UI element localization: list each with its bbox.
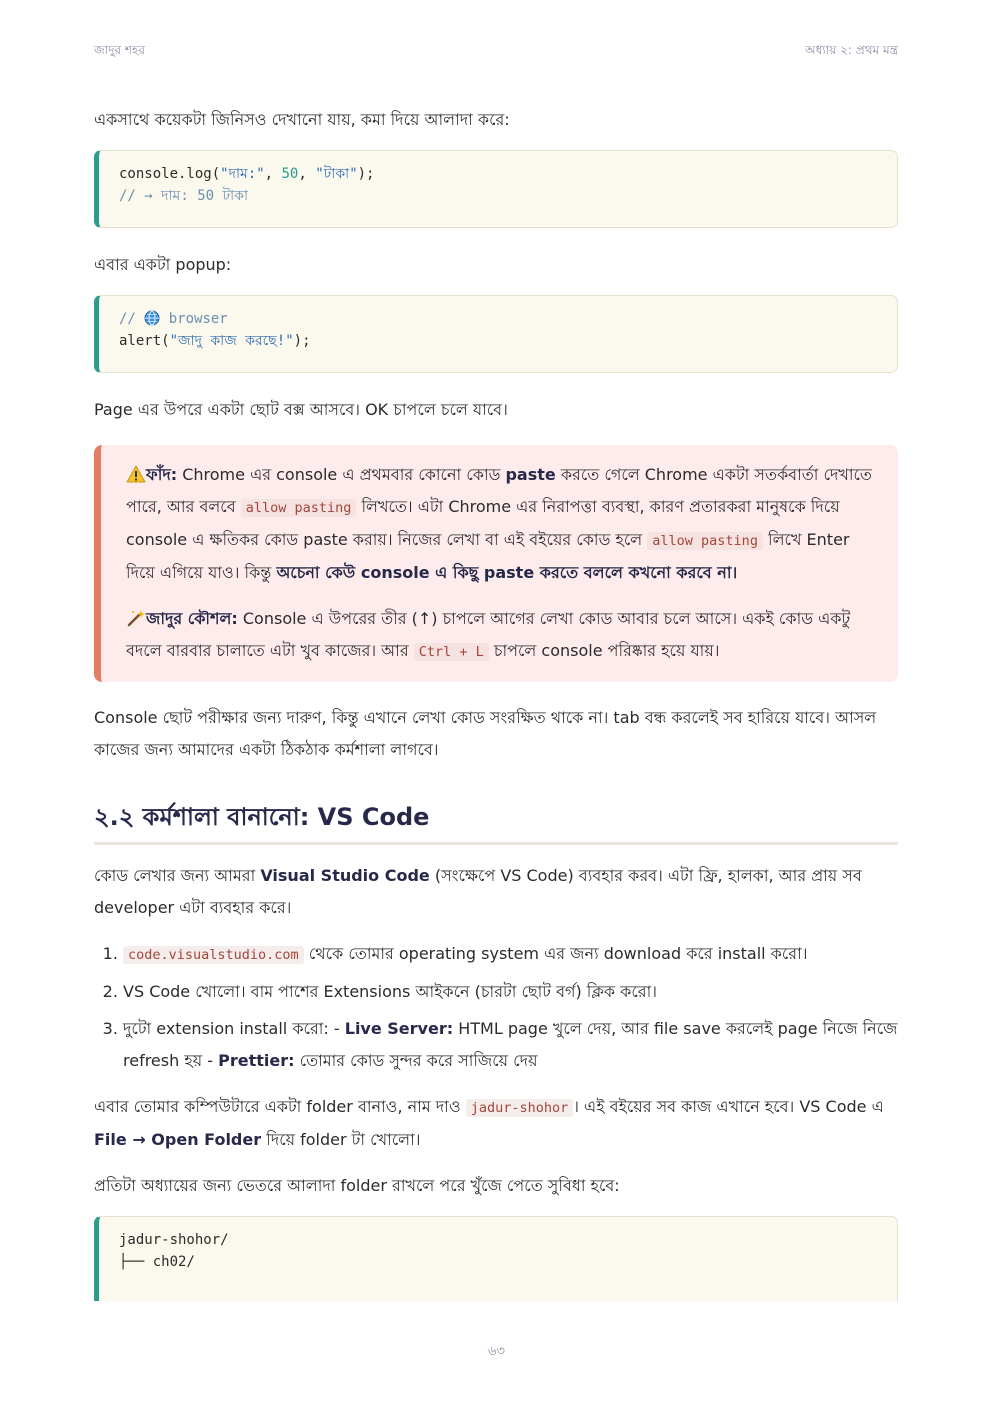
bold-text: File → Open Folder [94,1130,262,1149]
inline-code: jadur-shohor [466,1099,574,1117]
text: (সংক্ষেপে VS Code) ব্যবহার করব। এটা ফ্রি, হালকা, আর প্রায় সব developer এটা ব্যবহার করে। [94,866,862,917]
running-header [94,42,898,60]
text: কোড লেখার জন্য আমরা [94,866,261,885]
callout-warning [126,459,874,589]
code-end: ); [357,166,375,182]
chapter-title: অধ্যায় ২: প্রথম মন্ত্র [805,43,898,57]
bold-text: Prettier: [218,1051,295,1070]
warning-bold: অচেনা কেউ console এ কিছু paste করতে বললে কখনো করবে না। [276,563,738,582]
inline-code: allow pasting [647,532,763,550]
code-number: 50 [281,166,299,182]
code-end: ); [293,333,311,349]
inline-code: allow pasting [241,499,357,517]
code-block-alert [94,295,898,373]
magic-wand-icon [126,603,146,635]
list-item [123,938,898,971]
vscode-url: code.visualstudio.com [123,946,304,964]
list-item [123,976,898,1008]
list-item [123,1013,898,1077]
warning-text: করতে গেলে Chrome একটা সতর্কবার্তা দেখাতে পারে, আর বলবে [126,465,872,516]
code-sep: , [298,166,316,182]
paragraph-chapters: প্রতিটা অধ্যায়ের জন্য ভেতরে আলাদা folder রাখলে পরে খুঁজে পেতে সুবিধা হবে: [94,1176,620,1195]
inline-code: Ctrl + L [414,643,489,661]
comment-text: browser [160,311,228,327]
warning-title: ফাঁদ: [146,465,178,484]
book-title: জাদুর শহর [94,43,145,57]
warning-text: Chrome এর console এ প্রথমবার কোনো কোড [177,465,506,484]
text: দুটো extension install করো: - [123,1019,345,1038]
code-comment: // → দাম: 50 টাকা [119,188,249,204]
code-block-folder-tree [94,1216,898,1301]
paragraph-popup-desc: Page এর উপরে একটা ছোট বক্স আসবে। OK চাপলে চলে যাবে। [94,400,508,419]
tree-line: jadur-shohor/ [119,1232,229,1248]
tip-title: জাদুর কৌশল: [146,609,238,628]
callout-tip [126,603,874,668]
paragraph-popup-intro: এবার একটা popup: [94,255,232,274]
warning-text: লিখে Enter দিয়ে এগিয়ে যাও। কিন্তু [126,530,850,582]
paragraph-console-limits: Console ছোট পরীক্ষার জন্য দারুণ, কিন্তু এখানে লেখা কোড সংরক্ষিত থাকে না। tab বন্ধ করলেই সব হারিয়ে যাবে। আসল কাজের জন্য আমাদের একটা ঠিকঠাক কর্মশালা লাগবে। [94,708,877,759]
code-line [119,333,311,349]
text: VS Code খোলো। বাম পাশের Extensions আইকনে (চারটা ছোট বর্গ) ক্লিক করো। [123,982,657,1001]
warning-callout [94,445,898,682]
page-number: ৬৩ [488,1344,505,1359]
bold-text: Visual Studio Code [260,866,430,885]
tree-line: ├── ch02/ [119,1254,195,1270]
paragraph-vscode-intro [94,860,898,924]
text: তোমার কোড সুন্দর করে সাজিয়ে দেয় [294,1051,538,1070]
page-content [94,104,898,1301]
warning-icon [126,459,146,491]
text: এবার তোমার কম্পিউটারে একটা folder বানাও, নাম দাও [94,1097,466,1116]
section-heading: ২.২ কর্মশালা বানানো: VS Code [94,800,898,845]
code-string: "টাকা" [315,166,358,182]
paragraph-folder [94,1091,898,1156]
text: HTML page খুলে দেয়, আর file save করলেই page নিজে নিজে refresh হয় - [123,1019,898,1070]
paragraph-multi-values: একসাথে কয়েকটা জিনিসও দেখানো যায়, কমা দিয়ে আলাদা করে: [94,110,510,129]
code-string: "জাদু কাজ করছে!" [169,333,294,349]
code-line [119,166,374,182]
warning-bold: paste [505,465,556,484]
text: । এই বইয়ের সব কাজ এখানে হবে। VS Code এ [573,1097,884,1116]
code-comment [119,311,228,327]
code-string: "দাম:" [220,166,265,182]
setup-steps-list [94,938,898,1077]
tip-text: চাপলে console পরিষ্কার হয়ে যায়। [488,641,720,660]
code-fn: alert( [119,333,170,349]
text: দিয়ে folder টা খোলো। [261,1130,421,1149]
warning-text: লিখতে। এটা Chrome এর নিরাপত্তা ব্যবস্থা, কারণ প্রতারকরা মানুষকে দিয়ে console এ ক্ষতিকর কোড paste করায়। নিজের লেখা বা এই বইয়ের কোড হলে [126,497,840,549]
bold-text: Live Server: [344,1019,454,1038]
code-sep: , [264,166,282,182]
globe-icon [144,308,160,330]
comment-prefix: // [119,311,145,327]
tip-text: Console এ উপরের তীর (↑) চাপলে আগের লেখা কোড আবার চলে আসে। একই কোড একটু বদলে বারবার চালাতে এটা খুব কাজের। আর [126,609,851,660]
code-fn: console.log( [119,166,221,182]
code-block-console-log [94,150,898,228]
text: থেকে তোমার operating system এর জন্য download করে install করো। [303,944,808,963]
